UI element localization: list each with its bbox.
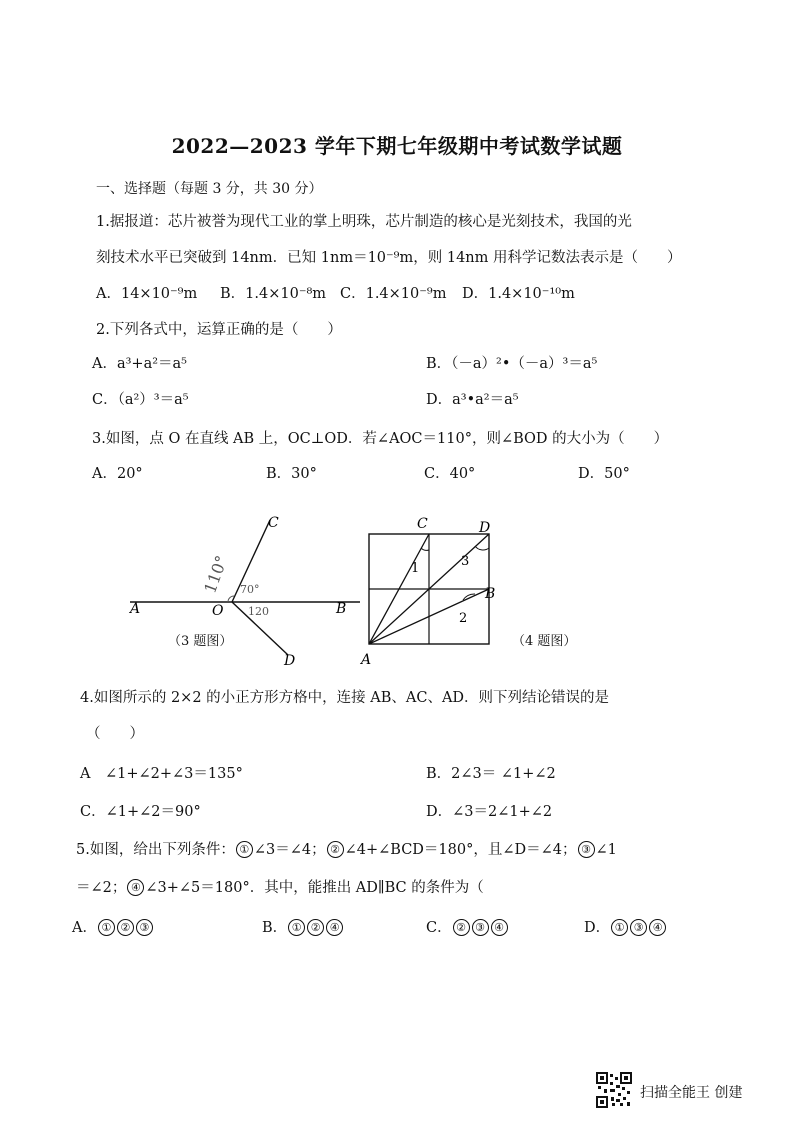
page-title: 2022—2023 学年下期七年级期中考试数学试题	[171, 134, 623, 158]
angle-3-arc	[475, 546, 489, 550]
section-heading: 一、选择题（每题 3 分，共 30 分）	[96, 181, 323, 197]
label-1: 1	[411, 561, 420, 576]
q2-option-b: B．（－a）²•（－a）³＝a⁵	[426, 356, 598, 372]
q5-option-c	[426, 916, 509, 937]
circle-num: ②	[307, 919, 324, 936]
circle-num: ③	[136, 919, 153, 936]
q1-option-b: B．1.4×10⁻⁸m	[220, 286, 327, 302]
figure-3-caption: （3 题图）	[168, 634, 233, 649]
option-letter: D．	[584, 920, 611, 936]
label-2: 2	[459, 611, 468, 626]
q4-stem: 4.如图所示的 2×2 的小正方形方格中，连接 AB、AC、AD．则下列结论错误的是	[80, 690, 610, 706]
option-letter: C．	[426, 920, 452, 936]
handwriting-110: 110°	[200, 553, 232, 596]
q5-cond-4: ∠3+∠5＝180°．其中，能推出 AD∥BC 的条件为（	[145, 880, 484, 896]
q3-option-d: D．50°	[578, 466, 630, 482]
q2-stem: 2.下列各式中，运算正确的是（ ）	[96, 322, 342, 338]
circle-3: ③	[578, 841, 595, 858]
angle-1-arc	[421, 548, 429, 550]
q5-option-a	[72, 916, 154, 937]
q5-line1	[76, 838, 617, 859]
q4-option-a: A ∠1+∠2+∠3＝135°	[80, 766, 243, 782]
q2-option-c: C．（a²）³＝a⁵	[92, 392, 189, 408]
q4-option-d: D．∠3＝2∠1+∠2	[426, 804, 553, 820]
circle-num: ①	[98, 919, 115, 936]
q4-option-b: B．2∠3＝ ∠1+∠2	[426, 766, 556, 782]
q5-cond-1: ∠3＝∠4；	[253, 842, 326, 858]
q5-intro: 5.如图，给出下列条件：	[76, 842, 235, 858]
label-b: B	[336, 601, 347, 617]
q5-line2	[76, 876, 484, 897]
circle-num: ①	[288, 919, 305, 936]
q4-paren: （ ）	[86, 726, 144, 742]
label-c: C	[268, 515, 279, 531]
circle-num: ③	[472, 919, 489, 936]
label-b: B	[485, 586, 496, 602]
q3-option-b: B．30°	[266, 466, 317, 482]
circle-num: ④	[649, 919, 666, 936]
circle-num: ②	[453, 919, 470, 936]
q3-option-a: A．20°	[92, 466, 143, 482]
q1-line2: 刻技术水平已突破到 14nm．已知 1nm＝10⁻⁹m，则 14nm 用科学记数法表示是（ ）	[96, 250, 682, 266]
q5-option-b	[262, 916, 344, 937]
label-o: O	[212, 603, 224, 619]
q2-option-d: D．a³•a²＝a⁵	[426, 392, 519, 408]
q2-option-a: A．a³+a²＝a⁵	[92, 356, 187, 372]
q5-cond-3-end: ＝∠2；	[76, 880, 127, 896]
footer-watermark: 扫描全能王 创建	[640, 1085, 743, 1101]
qr-code-icon	[596, 1072, 632, 1108]
label-a: A	[361, 652, 372, 668]
figure-3	[120, 505, 370, 675]
figure-4	[355, 510, 505, 672]
option-letter: B．	[262, 920, 288, 936]
circle-1: ①	[236, 841, 253, 858]
circle-num: ④	[491, 919, 508, 936]
angle-2-arc	[463, 594, 475, 600]
label-d: D	[479, 520, 491, 536]
circle-4: ④	[127, 879, 144, 896]
circle-num: ④	[326, 919, 343, 936]
label-3: 3	[461, 554, 470, 569]
label-d: D	[284, 653, 296, 669]
q1-option-c: C．1.4×10⁻⁹m	[340, 286, 447, 302]
q3-stem: 3.如图，点 O 在直线 AB 上，OC⊥OD．若∠AOC＝110°，则∠BOD 的大小为（ ）	[92, 431, 669, 447]
circle-2: ②	[327, 841, 344, 858]
handwriting-70: 70°	[240, 583, 260, 596]
q1-option-d: D．1.4×10⁻¹⁰m	[462, 286, 575, 302]
q4-option-c: C．∠1+∠2＝90°	[80, 804, 201, 820]
q5-cond-2: ∠4+∠BCD＝180°，且∠D＝∠4；	[344, 842, 577, 858]
circle-num: ②	[117, 919, 134, 936]
label-a: A	[130, 601, 141, 617]
circle-num: ①	[611, 919, 628, 936]
option-letter: A．	[72, 920, 97, 936]
figure-4-caption: （4 题图）	[512, 634, 577, 649]
q5-option-d	[584, 916, 667, 937]
circle-num: ③	[630, 919, 647, 936]
label-c: C	[417, 516, 428, 532]
q1-line1: 1.据报道：芯片被誉为现代工业的掌上明珠，芯片制造的核心是光刻技术，我国的光	[96, 214, 632, 230]
q1-option-a: A．14×10⁻⁹m	[96, 286, 198, 302]
q5-cond-3: ∠1	[595, 842, 617, 858]
q3-option-c: C．40°	[424, 466, 476, 482]
handwriting-120: 120	[248, 605, 269, 618]
